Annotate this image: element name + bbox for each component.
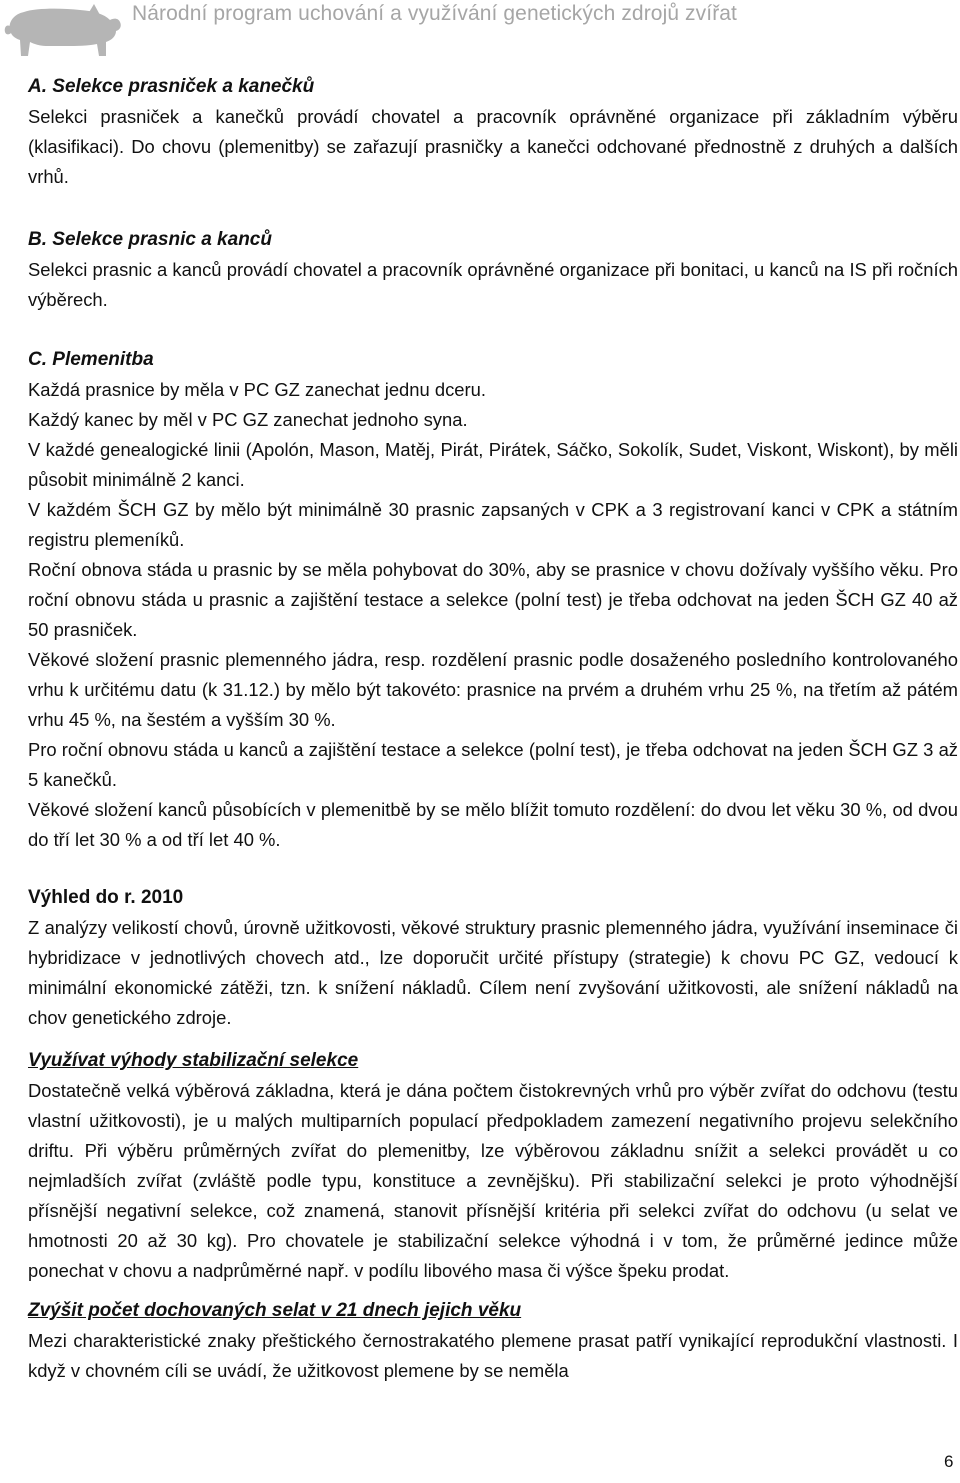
outlook-text: Z analýzy velikostí chovů, úrovně užitkovosti, věkové struktury prasnic plemenného jádra, využívání inseminace či hybridizace v jednotlivých chovech atd., lze doporučit určité přístupy (strategie) k chovu PC GZ, vedoucí k minimální ekonomické zátěži, tzn. k snížení nákladů. Cílem není zvyšování užitkovosti, ale snížení nákladů na chov genetického zdroje. xyxy=(28,917,958,1028)
section-c-line: Pro roční obnovu stáda u kanců a zajištění testace a selekce (polní test), je třeba odchovat na jeden ŠCH GZ 3 až 5 kanečků. xyxy=(28,739,958,790)
section-c-line: V každém ŠCH GZ by mělo být minimálně 30 prasnic zapsaných v CPK a 3 registrovaní kanci v CPK a státním registru plemeníků. xyxy=(28,499,958,550)
section-c-line: Roční obnova stáda u prasnic by se měla pohybovat do 30%, aby se prasnice v chovu dožívaly vyššího věku. Pro roční obnovu stáda u prasnic a zajištění testace a selekce (polní test) je třeba odchovat na jeden ŠCH GZ 40 až 50 prasniček. xyxy=(28,559,958,640)
piglets-heading: Zvýšit počet dochovaných selat v 21 dnech jejich věku xyxy=(28,1300,522,1321)
piglets-text: Mezi charakteristické znaky přeštického černostrakatého plemene prasat patří vynikající reprodukční vlastnosti. I když v chovném cíli se uvádí, že užitkovost plemene by se neměla xyxy=(28,1330,958,1381)
section-a-heading: A. Selekce prasniček a kanečků xyxy=(28,76,315,97)
section-c-line: Věkové složení kanců působících v plemenitbě by se mělo blížit tomuto rozdělení: do dvou let věku 30 %, od dvou do tří let 30 % a od tří let 40 %. xyxy=(28,799,958,850)
page-header xyxy=(0,0,960,64)
stabilization-text: Dostatečně velká výběrová základna, která je dána počtem čistokrevných vrhů pro výběr zvířat do odchovu (testu vlastní užitkovosti), je u malých multiparních populací předpokladem zamezení negativního projevu selekčního driftu. Při výběru průměrných zvířat do plemenitby, lze výběrovou základnu snížit a selekci provádět u co nejmladších zvířat (zvláště podle typu, konstituce a zevnějšku). Při stabilizační selekci je proto výhodnější přísnější negativní selekce, což znamená, stanovit přísnější kritéria při selekci zvířat do odchovu (u selat ve hmotnosti 20 až 30 kg). Pro chovatele je stabilizační selekce výhodná i v tom, že průměrné jedince může ponechat v chovu a nadprůměrné např. v podílu libového masa či výšce špeku prodat. xyxy=(28,1080,958,1281)
section-c-heading: C. Plemenitba xyxy=(28,349,154,370)
section-b-heading: B. Selekce prasnic a kanců xyxy=(28,229,272,250)
document-body xyxy=(28,72,958,1386)
section-c-line: Každá prasnice by měla v PC GZ zanechat jednu dceru. xyxy=(28,379,486,400)
outlook-heading: Výhled do r. 2010 xyxy=(28,887,184,908)
stabilization-heading: Využívat výhody stabilizační selekce xyxy=(28,1050,359,1071)
section-c-line: V každé genealogické linii (Apolón, Mason, Matěj, Pirát, Pirátek, Sáčko, Sokolík, Sudet, Viskont, Wiskont), by měli působit minimálně 2 kanci. xyxy=(28,439,958,490)
header-title: Národní program uchování a využívání genetických zdrojů zvířat xyxy=(132,2,737,25)
pig-silhouette-icon xyxy=(2,0,126,62)
page-number: 6 xyxy=(944,1452,954,1471)
section-c-line: Každý kanec by měl v PC GZ zanechat jednoho syna. xyxy=(28,409,468,430)
section-c-line: Věkové složení prasnic plemenného jádra, resp. rozdělení prasnic podle dosaženého posledního kontrolovaného vrhu k určitému datu (k 31.12.) by mělo být takovéto: prasnice na prvém a druhém vrhu 25 %, na třetím až pátém vrhu 45 %, na šestém a vyšším 30 %. xyxy=(28,649,958,730)
section-a-text: Selekci prasniček a kanečků provádí chovatel a pracovník oprávněné organizace při základním výběru (klasifikaci). Do chovu (plemenitby) se zařazují prasničky a kanečci odchované přednostně z druhých a dalších vrhů. xyxy=(28,106,958,187)
section-b-text: Selekci prasnic a kanců provádí chovatel a pracovník oprávněné organizace při bonitaci, u kanců na IS při ročních výběrech. xyxy=(28,259,958,310)
